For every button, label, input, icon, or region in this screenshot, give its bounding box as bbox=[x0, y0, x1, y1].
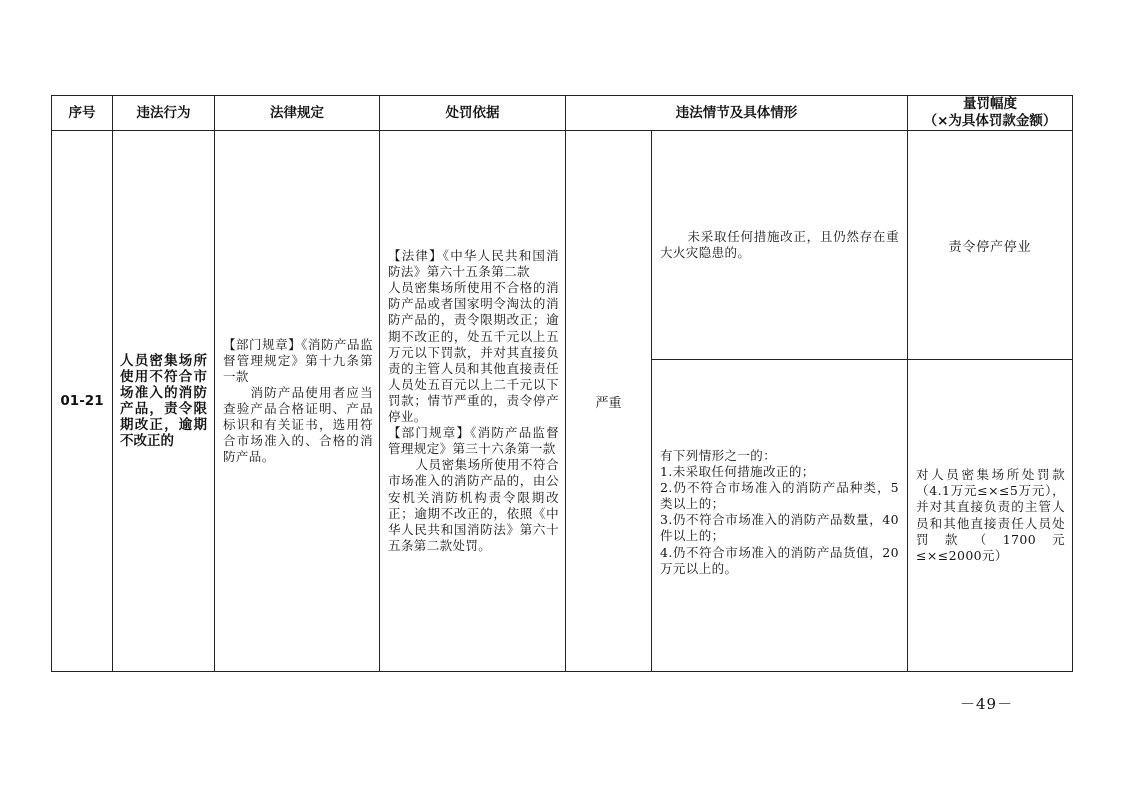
penalty-basis bbox=[380, 131, 566, 672]
header-no: 序号 bbox=[52, 96, 113, 131]
violation-act: 人员密集场所使用不符合市场准入的消防产品，责令限期改正，逾期不改正的 bbox=[113, 131, 215, 672]
table-header-row bbox=[52, 96, 1073, 131]
header-penalty-line2: （×为具体罚款金额） bbox=[923, 113, 1057, 129]
severity-level: 严重 bbox=[566, 131, 652, 672]
header-penalty-line1: 量罚幅度 bbox=[963, 96, 1017, 112]
basis-reg-title: 【部门规章】《消防产品监督管理规定》第三十六条第一款 bbox=[388, 425, 559, 457]
basis-law-title: 【法律】《中华人民共和国消防法》第六十五条第二款 bbox=[388, 248, 559, 280]
case1-detail-text: 未采取任何措施改正，且仍然存在重大火灾隐患的。 bbox=[660, 228, 899, 260]
penalty-standard-table bbox=[51, 95, 1073, 672]
case2-detail bbox=[652, 360, 908, 672]
case2-intro: 有下列情形之一的： bbox=[660, 448, 777, 463]
rule-body: 消防产品使用者应当查验产品合格证明、产品标识和有关证书，选用符合市场准入的、合格的消防产品。 bbox=[223, 384, 373, 465]
case2-item-1: 1.未采取任何措施改正的； bbox=[660, 464, 815, 480]
header-basis: 处罚依据 bbox=[380, 96, 566, 131]
header-rule: 法律规定 bbox=[215, 96, 380, 131]
basis-reg-body: 人员密集场所使用不符合市场准入的消防产品的，由公安机关消防机构责令限期改正；逾期不改正的，依照《中华人民共和国消防法》第六十五条第二款处罚。 bbox=[388, 457, 559, 553]
row-number: 01-21 bbox=[52, 131, 113, 672]
case2-item-4: 4.仍不符合市场准入的消防产品货值，20万元以上的。 bbox=[660, 544, 899, 576]
rule-title: 【部门规章】《消防产品监督管理规定》第十九条第一款 bbox=[223, 336, 373, 384]
header-act: 违法行为 bbox=[113, 96, 215, 131]
case1-penalty: 责令停产停业 bbox=[908, 131, 1073, 360]
page-number: －49－ bbox=[960, 695, 1014, 713]
case2-item-3: 3.仍不符合市场准入的消防产品数量，40件以上的； bbox=[660, 512, 899, 544]
basis-law-body: 人员密集场所使用不合格的消防产品或者国家明令淘汰的消防产品的，责令限期改正；逾期不改正的，处五千元以上五万元以下罚款，并对其直接负责的主管人员和其他直接责任人员处五百元以上二千元以下罚款；情节严重的，责令停产停业。 bbox=[388, 280, 559, 425]
case2-penalty-text: 对人员密集场所处罚款（4.1万元≤×≤5万元），并对其直接负责的主管人员和其他直接责任人员处罚款（1700元≤×≤2000元） bbox=[916, 467, 1065, 563]
case2-item-2: 2.仍不符合市场准入的消防产品种类，5类以上的； bbox=[660, 480, 899, 512]
case1-detail bbox=[652, 131, 908, 360]
table-row bbox=[52, 131, 1073, 360]
case2-penalty bbox=[908, 360, 1073, 672]
header-penalty bbox=[908, 96, 1073, 131]
legal-provision bbox=[215, 131, 380, 672]
header-circumstance: 违法情节及具体情形 bbox=[566, 96, 908, 131]
